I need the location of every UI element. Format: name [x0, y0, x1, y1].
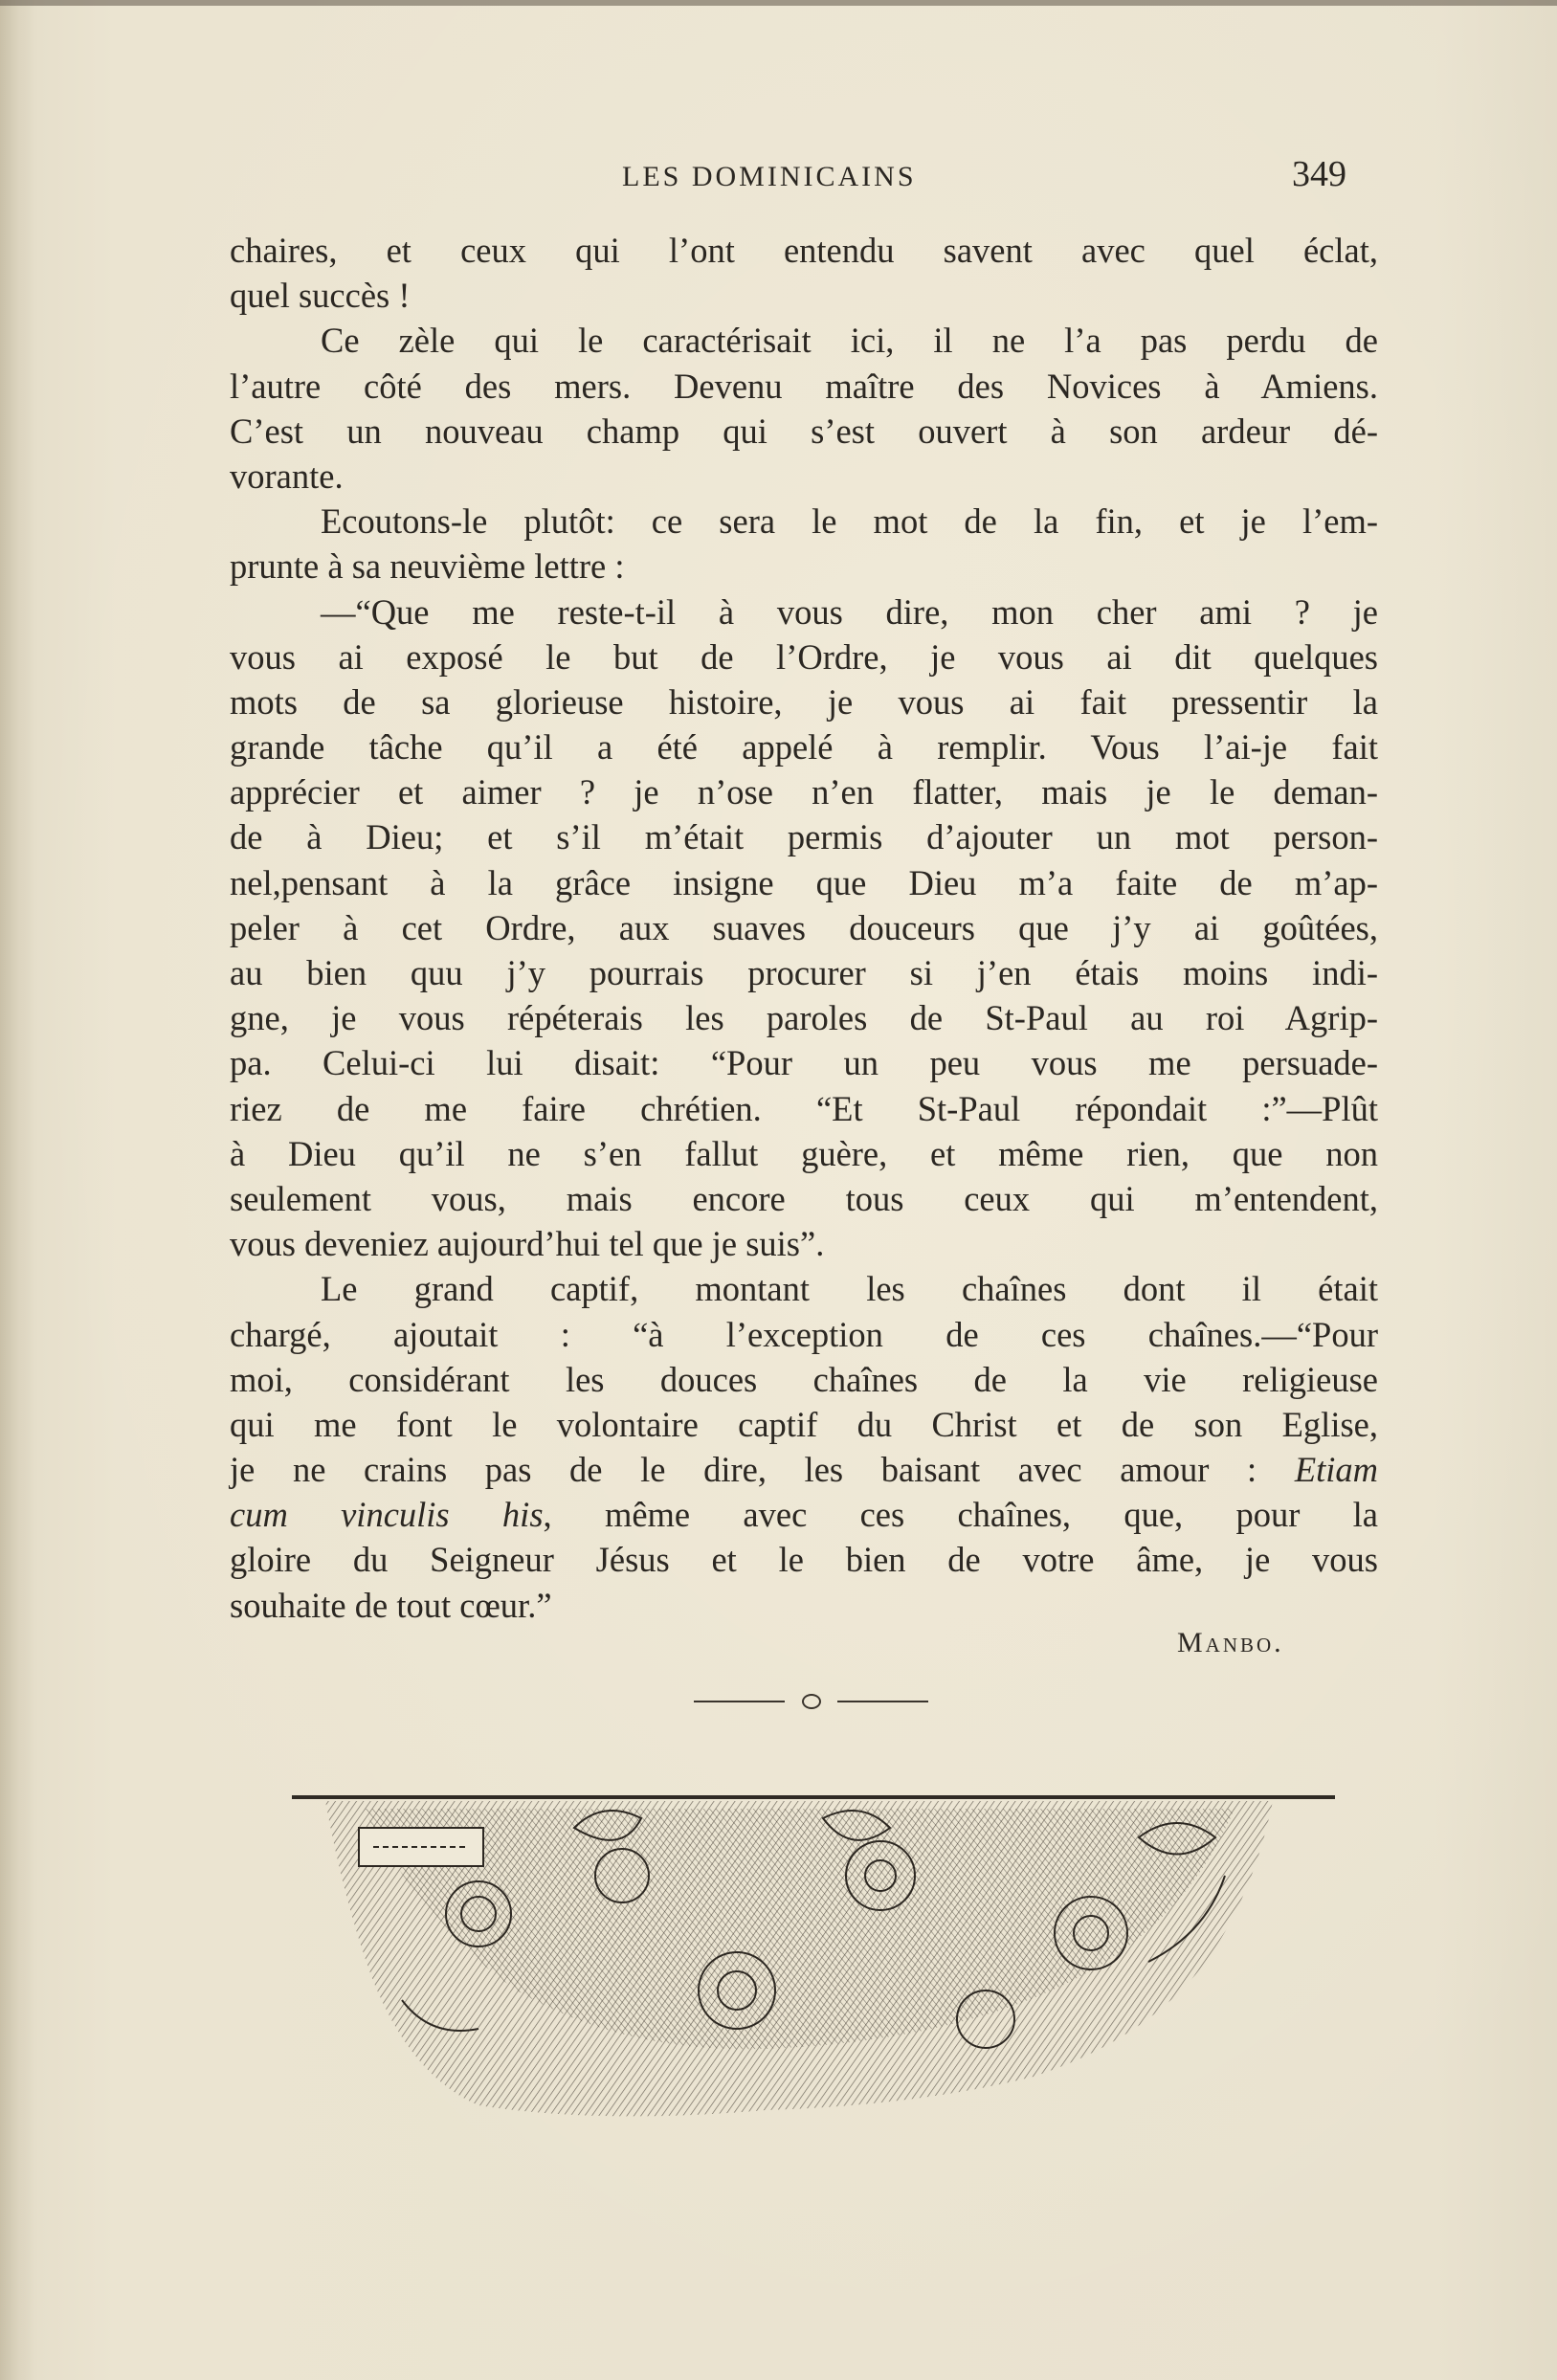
text-line: vous ai exposé le but de l’Ordre, je vous ai dit quelques [230, 636, 1378, 677]
text-line: Ecoutons-le plutôt: ce sera le mot de la fin, et je l’em- [321, 501, 1378, 542]
text-line: peler à cet Ordre, aux suaves douceurs que j’y ai goûtées, [230, 907, 1378, 947]
text-line: moi, considérant les douces chaînes de la vie religieuse [230, 1359, 1378, 1399]
text-line: gloire du Seigneur Jésus et le bien de votre âme, je vous [230, 1540, 1378, 1580]
text-line: qui me font le volontaire captif du Christ et de son Eglise, [230, 1404, 1378, 1444]
text-line: quel succès ! [230, 276, 411, 316]
text-line: souhaite de tout cœur.” [230, 1585, 552, 1625]
text-line: apprécier et aimer ? je n’ose n’en flatter, mais je le deman- [230, 772, 1378, 812]
text-line: vorante. [230, 456, 344, 496]
text-line: nel,pensant à la grâce insigne que Dieu m’a faite de m’ap- [230, 862, 1378, 902]
text-line-segment: , même avec ces chaînes, que, pour la [543, 1495, 1378, 1535]
text-line: gne, je vous répéterais les paroles de St-Paul au roi Agrip- [230, 998, 1378, 1038]
text-line: riez de me faire chrétien. “Et St-Paul répondait :”—Plût [230, 1088, 1378, 1128]
divider-rule-left [694, 1701, 785, 1702]
page-top-edge [0, 0, 1557, 6]
text-line: Le grand captif, montant les chaînes dont il était [321, 1269, 1378, 1309]
text-line: de à Dieu; et s’il m’était permis d’ajouter un mot person- [230, 817, 1378, 857]
text-line: seulement vous, mais encore tous ceux qui m’entendent, [230, 1178, 1378, 1218]
text-line: Ce zèle qui le caractérisait ici, il ne l’a pas perdu de [321, 321, 1378, 361]
text-line-segment: je ne crains pas de le dire, les baisant avec amour : [230, 1450, 1257, 1490]
text-line: chaires, et ceux qui l’ont entendu savent avec quel éclat, [230, 231, 1378, 270]
divider-rule-right [837, 1701, 928, 1702]
text-line: grande tâche qu’il a été appelé à remplir. Vous l’ai-je fait [230, 727, 1378, 767]
text-line: au bien quu j’y pourrais procurer si j’en étais moins indi- [230, 953, 1378, 992]
text-line [230, 1492, 1378, 1537]
running-head: LES DOMINICAINS [622, 161, 917, 192]
text-line: prunte à sa neuvième lettre : [230, 546, 625, 587]
section-divider [694, 1682, 928, 1721]
page-number: 349 [1292, 154, 1346, 194]
text-line: l’autre côté des mers. Devenu maître des Novices à Amiens. [230, 366, 1378, 406]
italic-latin: Etiam [1294, 1450, 1379, 1490]
text-line: mots de sa glorieuse histoire, je vous ai fait pressentir la [230, 681, 1378, 722]
body-text [230, 228, 1378, 1628]
text-line [230, 1447, 1378, 1492]
binding-shadow [0, 0, 33, 2380]
text-line: vous deveniez aujourd’hui tel que je suis”. [230, 1224, 825, 1264]
floral-tailpiece-ornament [287, 1790, 1340, 2124]
text-line: chargé, ajoutait : “à l’exception de ces chaînes.—“Pour [230, 1314, 1378, 1354]
text-line: pa. Celui-ci lui disait: “Pour un peu vous me persuade- [230, 1043, 1378, 1083]
italic-latin: cum vinculis his [230, 1495, 544, 1535]
text-line: à Dieu qu’il ne s’en fallut guère, et même rien, que non [230, 1133, 1378, 1173]
divider-ornament-ring [802, 1694, 821, 1709]
text-line: C’est un nouveau champ qui s’est ouvert à son ardeur dé- [230, 411, 1378, 451]
signature: Manbo. [1177, 1627, 1284, 1658]
text-line: —“Que me reste-t-il à vous dire, mon cher ami ? je [321, 591, 1378, 632]
